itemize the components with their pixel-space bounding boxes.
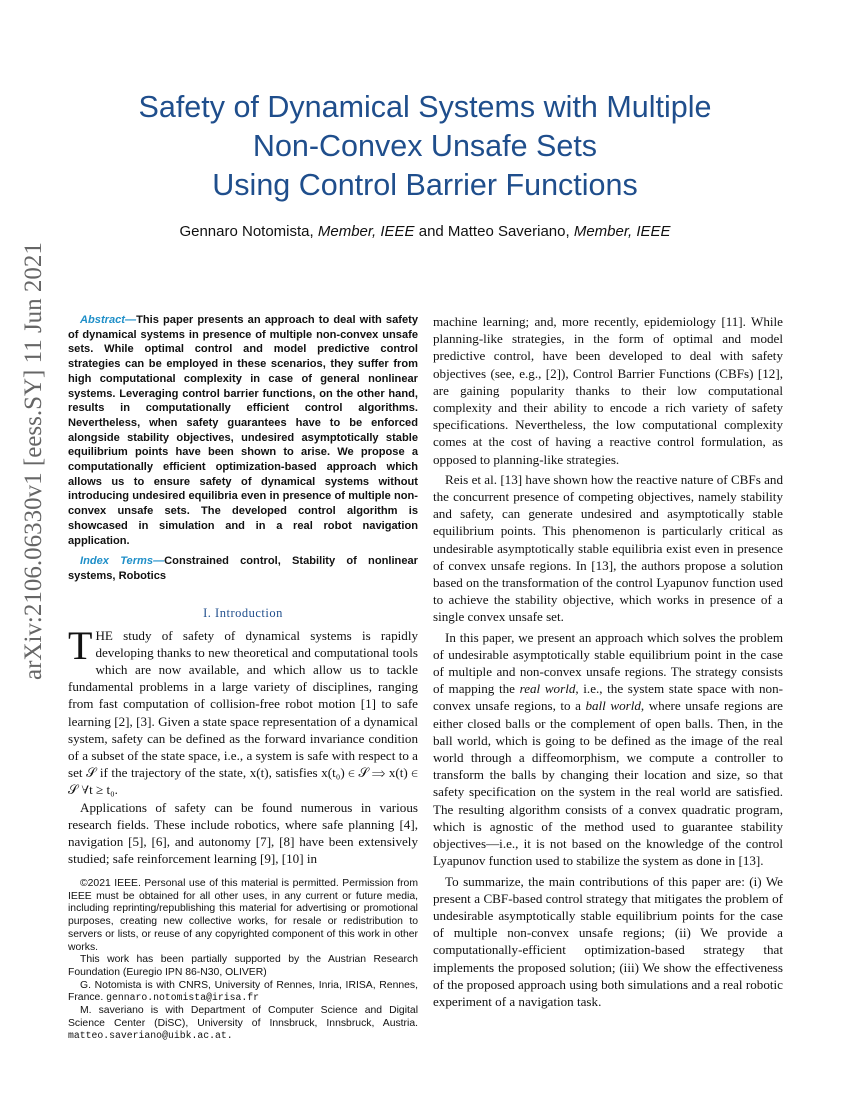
p3-ball-world: ball world: [585, 698, 641, 714]
right-paragraph-4: To summarize, the main contributions of this paper are: (i) We present a CBF-based control strategy that mitigates the problem of undesirable asymptotically stable equilibrium points for the case of multiple non-convex unsafe regions; (ii) We provide a computationally-efficient optimization-based strategy that implements the proposed solution; (iii) We show the effectiveness of the proposed approach using both simulations and a real robotic experiment of a navigation task.: [433, 873, 783, 1009]
abstract: [68, 313, 418, 548]
right-paragraph-2: Reis et al. [13] have shown how the reactive nature of CBFs and the concurrent presence of competing objectives, namely stability and safety, can generate undesired and asymptotically stable equilibrium points. This phenomenon is particularly critical as undesirable asymptotically stable equilibria exist even in presence of convex unsafe regions. In [13], the authors propose a solution based on the transformation of the control Lyapunov function used to achieve the stability objective, which works in presence of a single convex unsafe set.: [433, 471, 783, 625]
title-line-1: Safety of Dynamical Systems with Multiple: [138, 90, 712, 124]
footnote-copyright: ©2021 IEEE. Personal use of this material is permitted. Permission from IEEE must be obtained for all other uses, in any current or future media, including reprinting/republishing this material for advertising or promotional purposes, creating new collective works, for resale or redistribution to servers or lists, or reuse of any copyrighted component of this work in other works.: [68, 878, 418, 953]
p3-real-world: real world: [519, 681, 576, 697]
intro-paragraph-1: [68, 622, 418, 799]
index-terms-lead: Index Terms—: [80, 555, 165, 568]
p3-part-c: , where unsafe regions are either closed balls or the complement of open balls. Then, in the ball world, which is going to be defined as the image of the real world through a diffeomorphism, we compute a controller to transform the balls by changing their location and size, so that safety specification on the system in the real world are satisfied. The resulting algorithm consists of a convex quadratic program, which is agnostic of the method used to guarantee stability objectives—i.e., it is not based on the knowledge of the control Lyapunov function used to stabilize the system as done in [13].: [433, 698, 783, 869]
footnote-author-1: [68, 980, 418, 1005]
author-line: [0, 223, 850, 240]
index-terms-text: Constrained control, Stability of nonlinear systems, Robotics: [68, 555, 418, 582]
abstract-lead: Abstract—: [80, 314, 137, 326]
paper-title: [0, 88, 850, 205]
intro-paragraph-1-text: HE study of safety of dynamical systems is rapidly developing thanks to new theoretical and computational tools which are now available, and which allow us to tackle fundamental problems in a large variety of disciplines, ranging from fast computation of collision-free robot motion [1] to safe learning [2], [3]. Given a state space representation of a dynamical system, safety can be defined as the forward invariance condition of a subset of the state space, i.e., a system is safe with respect to a set 𝒮 if the trajectory of the state, x(t), satisfies x(t₀) ∈ 𝒮 ⟹ x(t) ∈ 𝒮 ∀t ≥ t₀.: [68, 627, 418, 798]
right-column: [433, 313, 783, 1010]
right-paragraph-1: machine learning; and, more recently, epidemiology [11]. While planning-like strategies, in the form of optimal and model predictive control, have been developed to deal with safety objectives (see, e.g., [2]), Control Barrier Functions (CBFs) [12], are gaining popularity thanks to their low computational complexity and their ability to encode a rich variety of safety specifications. Nevertheless, the low computational complexity comes at the cost of having a reactive control formulation, as opposed to planning-like strategies.: [433, 314, 783, 467]
footnotes: [68, 878, 418, 1043]
right-paragraph-3: [433, 629, 783, 870]
left-column: [68, 313, 418, 868]
arxiv-identifier: arXiv:2106.06330v1 [eess.SY] 11 Jun 2021: [20, 242, 47, 680]
index-terms: [68, 554, 418, 583]
author-1: Gennaro Notomista,: [179, 223, 318, 240]
intro-paragraph-2: Applications of safety can be found numerous in various research fields. These include robotics, where safe planning [4], navigation [5], [6], and autonomy [7], [8] have been extensively studied; safe reinforcement learning [9], [10] in: [68, 799, 418, 867]
p3-part-a: In this paper, we present an approach which solves the problem of undesirable asymptotically stable equilibrium point in the case of multiple and non-convex unsafe regions. The strategy consists of mapping the: [433, 629, 783, 697]
footnote-author-2-text: M. saveriano is with Department of Computer Science and Digital Science Center (DiSC), University of Innsbruck, Innsbruck, Austria.: [68, 1005, 418, 1029]
p3-part-b: , i.e., the system state space with non-convex unsafe regions, to a: [433, 681, 783, 714]
abstract-text: This paper presents an approach to deal with safety of dynamical systems in presence of multiple non-convex unsafe sets. While optimal control and model predictive control strategies can be employed in these scenarios, they suffer from high computational complexity in case of general nonlinear systems. Leveraging control barrier functions, on the other hand, results in computationally efficient control algorithms. Nevertheless, when safety guarantees have to be enforced alongside stability objectives, undesired asymptotically stable equilibrium points have been shown to arise. We propose a computationally efficient optimization-based approach which allows us to ensure safety of dynamical systems without introducing undesired equilibria even in presence of multiple non-convex unsafe sets. The developed control algorithm is showcased in simulation and in a real robot navigation application.: [68, 314, 418, 547]
footnote-funding: This work has been partially supported by the Austrian Research Foundation (Euregio IPN 86-N30, OLIVER): [68, 954, 418, 978]
author-1-role: Member, IEEE: [317, 223, 415, 240]
email-link-2[interactable]: matteo.saveriano@uibk.ac.at.: [68, 1030, 233, 1042]
title-line-2: Non-Convex Unsafe Sets: [252, 129, 598, 163]
author-2-role: Member, IEEE: [573, 223, 671, 240]
footnote-author-1-text: G. Notomista is with CNRS, University of Rennes, Inria, IRISA, Rennes, France.: [68, 979, 418, 1004]
drop-cap: T: [68, 622, 93, 668]
section-heading-introduction: I. Introduction: [203, 605, 283, 620]
email-link-1[interactable]: gennaro.notomista@irisa.fr: [106, 992, 259, 1004]
title-line-3: Using Control Barrier Functions: [212, 168, 638, 202]
author-2: and Matteo Saveriano,: [414, 223, 574, 240]
footnote-author-2: [68, 1005, 418, 1043]
